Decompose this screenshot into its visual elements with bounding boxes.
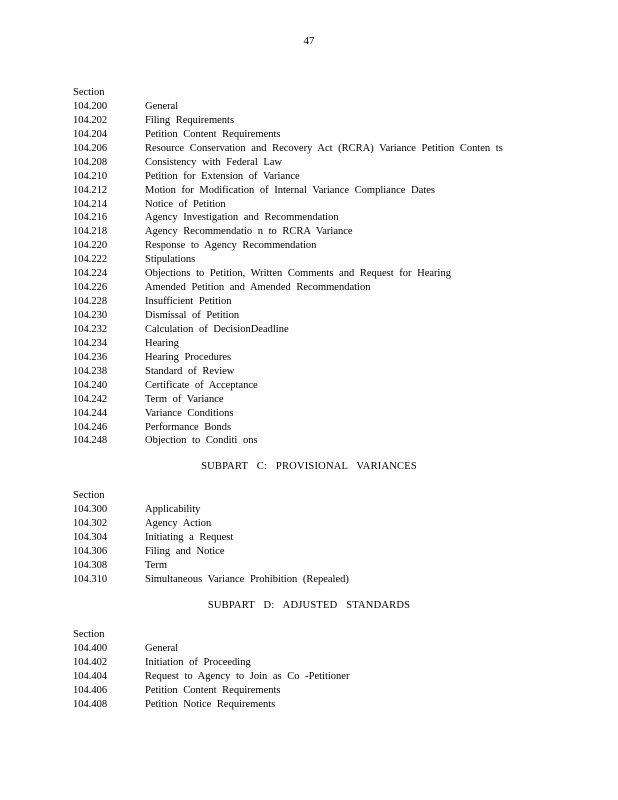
section-title: Response to Agency Recommendation [145, 240, 317, 252]
section-entry [73, 142, 553, 156]
subpart-d-heading: SUBPART D: ADJUSTED STANDARDS [207, 600, 411, 611]
section-entry [73, 365, 553, 379]
section-title: Hearing Procedures [145, 351, 232, 363]
section-number: 104.400 [73, 642, 108, 654]
section-entry [73, 184, 553, 198]
section-title: Standard of Review [145, 365, 235, 377]
section-entry [73, 281, 553, 295]
section-number: 104.232 [73, 323, 108, 335]
section-entry [73, 267, 553, 281]
section-title: Petition Content Requirements [145, 128, 281, 140]
section-title: Consistency with Federal Law [145, 156, 283, 168]
section-number: 104.300 [73, 503, 108, 515]
section-title: Petition for Extension of Variance [145, 170, 300, 182]
section-entry [73, 421, 553, 435]
section-entry [73, 156, 553, 170]
section-number: 104.310 [73, 573, 108, 585]
section-title: Stipulations [145, 254, 196, 266]
section-list-subpart-b [73, 86, 553, 448]
section-number: 104.226 [73, 282, 108, 294]
section-title: Hearing [145, 337, 179, 349]
section-number: 104.238 [73, 365, 108, 377]
section-title: Request to Agency to Join as Co -Petitioner [145, 670, 350, 682]
section-entry [73, 393, 553, 407]
section-title: Objection to Conditi ons [145, 435, 258, 447]
page-number: 47 [303, 35, 315, 47]
section-number: 104.220 [73, 240, 108, 252]
section-entry [73, 670, 553, 684]
section-entry [73, 379, 553, 393]
section-number: 104.210 [73, 170, 108, 182]
section-entry [73, 198, 553, 212]
section-title: Applicability [145, 503, 201, 515]
section-title: Simultaneous Variance Prohibition (Repealed) [145, 573, 349, 585]
section-number: 104.248 [73, 435, 108, 447]
section-title: Initiation of Proceeding [145, 656, 251, 668]
section-title: Initiating a Request [145, 531, 234, 543]
section-title: Filing and Notice [145, 545, 225, 557]
section-title: Insufficient Petition [145, 296, 232, 308]
section-title: Certificate of Acceptance [145, 379, 258, 391]
section-title: Petition Notice Requirements [145, 698, 276, 710]
section-title: Notice of Petition [145, 198, 226, 210]
section-label: Section [73, 490, 105, 501]
section-entry [73, 503, 553, 517]
section-entry [73, 170, 553, 184]
section-number: 104.236 [73, 351, 108, 363]
section-entry [73, 642, 553, 656]
section-entry [73, 656, 553, 670]
section-number: 104.302 [73, 517, 108, 529]
section-number: 104.304 [73, 531, 108, 543]
section-number: 104.230 [73, 310, 108, 321]
section-entry [73, 211, 553, 225]
section-number: 104.218 [73, 226, 108, 238]
section-entry [73, 573, 553, 587]
section-title: Dismissal of Petition [145, 310, 240, 321]
section-entry [73, 545, 553, 559]
section-number: 104.234 [73, 337, 108, 349]
section-number: 104.222 [73, 254, 108, 266]
section-entry [73, 100, 553, 114]
section-entry [73, 253, 553, 267]
section-entry [73, 684, 553, 698]
section-title: Agency Recommendatio n to RCRA Variance [145, 226, 353, 238]
section-entry [73, 434, 553, 448]
section-number: 104.216 [73, 212, 108, 224]
section-number: 104.242 [73, 393, 108, 405]
section-title: Calculation of DecisionDeadline [145, 323, 289, 335]
section-title: Filing Requirements [145, 114, 235, 126]
section-title: Term [145, 559, 168, 571]
section-number: 104.204 [73, 128, 108, 140]
section-number: 104.306 [73, 545, 108, 557]
section-title: Motion for Modification of Internal Variance Compliance Dates [145, 184, 435, 196]
section-title: Performance Bonds [145, 421, 232, 433]
section-number: 104.202 [73, 114, 108, 126]
section-entry [73, 517, 553, 531]
section-title: Variance Conditions [145, 407, 234, 419]
section-entry [73, 114, 553, 128]
section-title: Resource Conservation and Recovery Act (RCRA) Variance Petition Conten ts [145, 142, 503, 154]
section-label: Section [73, 629, 105, 640]
section-entry [73, 531, 553, 545]
section-list-subpart-d [73, 628, 553, 712]
section-number: 104.308 [73, 559, 108, 571]
section-number: 104.228 [73, 296, 108, 308]
section-entry [73, 351, 553, 365]
section-number: 104.406 [73, 684, 108, 696]
section-entry [73, 225, 553, 239]
section-number: 104.224 [73, 268, 108, 280]
section-number: 104.244 [73, 407, 108, 419]
section-number: 104.408 [73, 698, 108, 710]
section-title: Agency Action [145, 517, 212, 529]
section-entry [73, 698, 553, 712]
section-entry [73, 128, 553, 142]
section-title: Petition Content Requirements [145, 684, 281, 696]
section-label: Section [73, 87, 105, 98]
subpart-c-heading: SUBPART C: PROVISIONAL VARIANCES [201, 461, 417, 472]
section-title: Agency Investigation and Recommendation [145, 212, 339, 224]
section-entry [73, 323, 553, 337]
section-title: General [145, 642, 179, 654]
section-number: 104.200 [73, 100, 108, 112]
section-list-subpart-c [73, 489, 553, 587]
section-title: Objections to Petition, Written Comments and Request for Hearing [145, 268, 451, 280]
section-number: 104.240 [73, 379, 108, 391]
section-entry [73, 295, 553, 309]
section-number: 104.214 [73, 198, 108, 210]
section-entry [73, 559, 553, 573]
section-number: 104.212 [73, 184, 108, 196]
section-title: Term of Variance [145, 393, 224, 405]
section-number: 104.404 [73, 670, 108, 682]
section-number: 104.208 [73, 156, 108, 168]
section-entry [73, 239, 553, 253]
section-number: 104.206 [73, 142, 108, 154]
section-number: 104.402 [73, 656, 108, 668]
section-entry [73, 407, 553, 421]
section-number: 104.246 [73, 421, 108, 433]
section-entry [73, 309, 553, 323]
section-title: General [145, 100, 179, 112]
section-title: Amended Petition and Amended Recommendation [145, 282, 371, 294]
section-entry [73, 337, 553, 351]
